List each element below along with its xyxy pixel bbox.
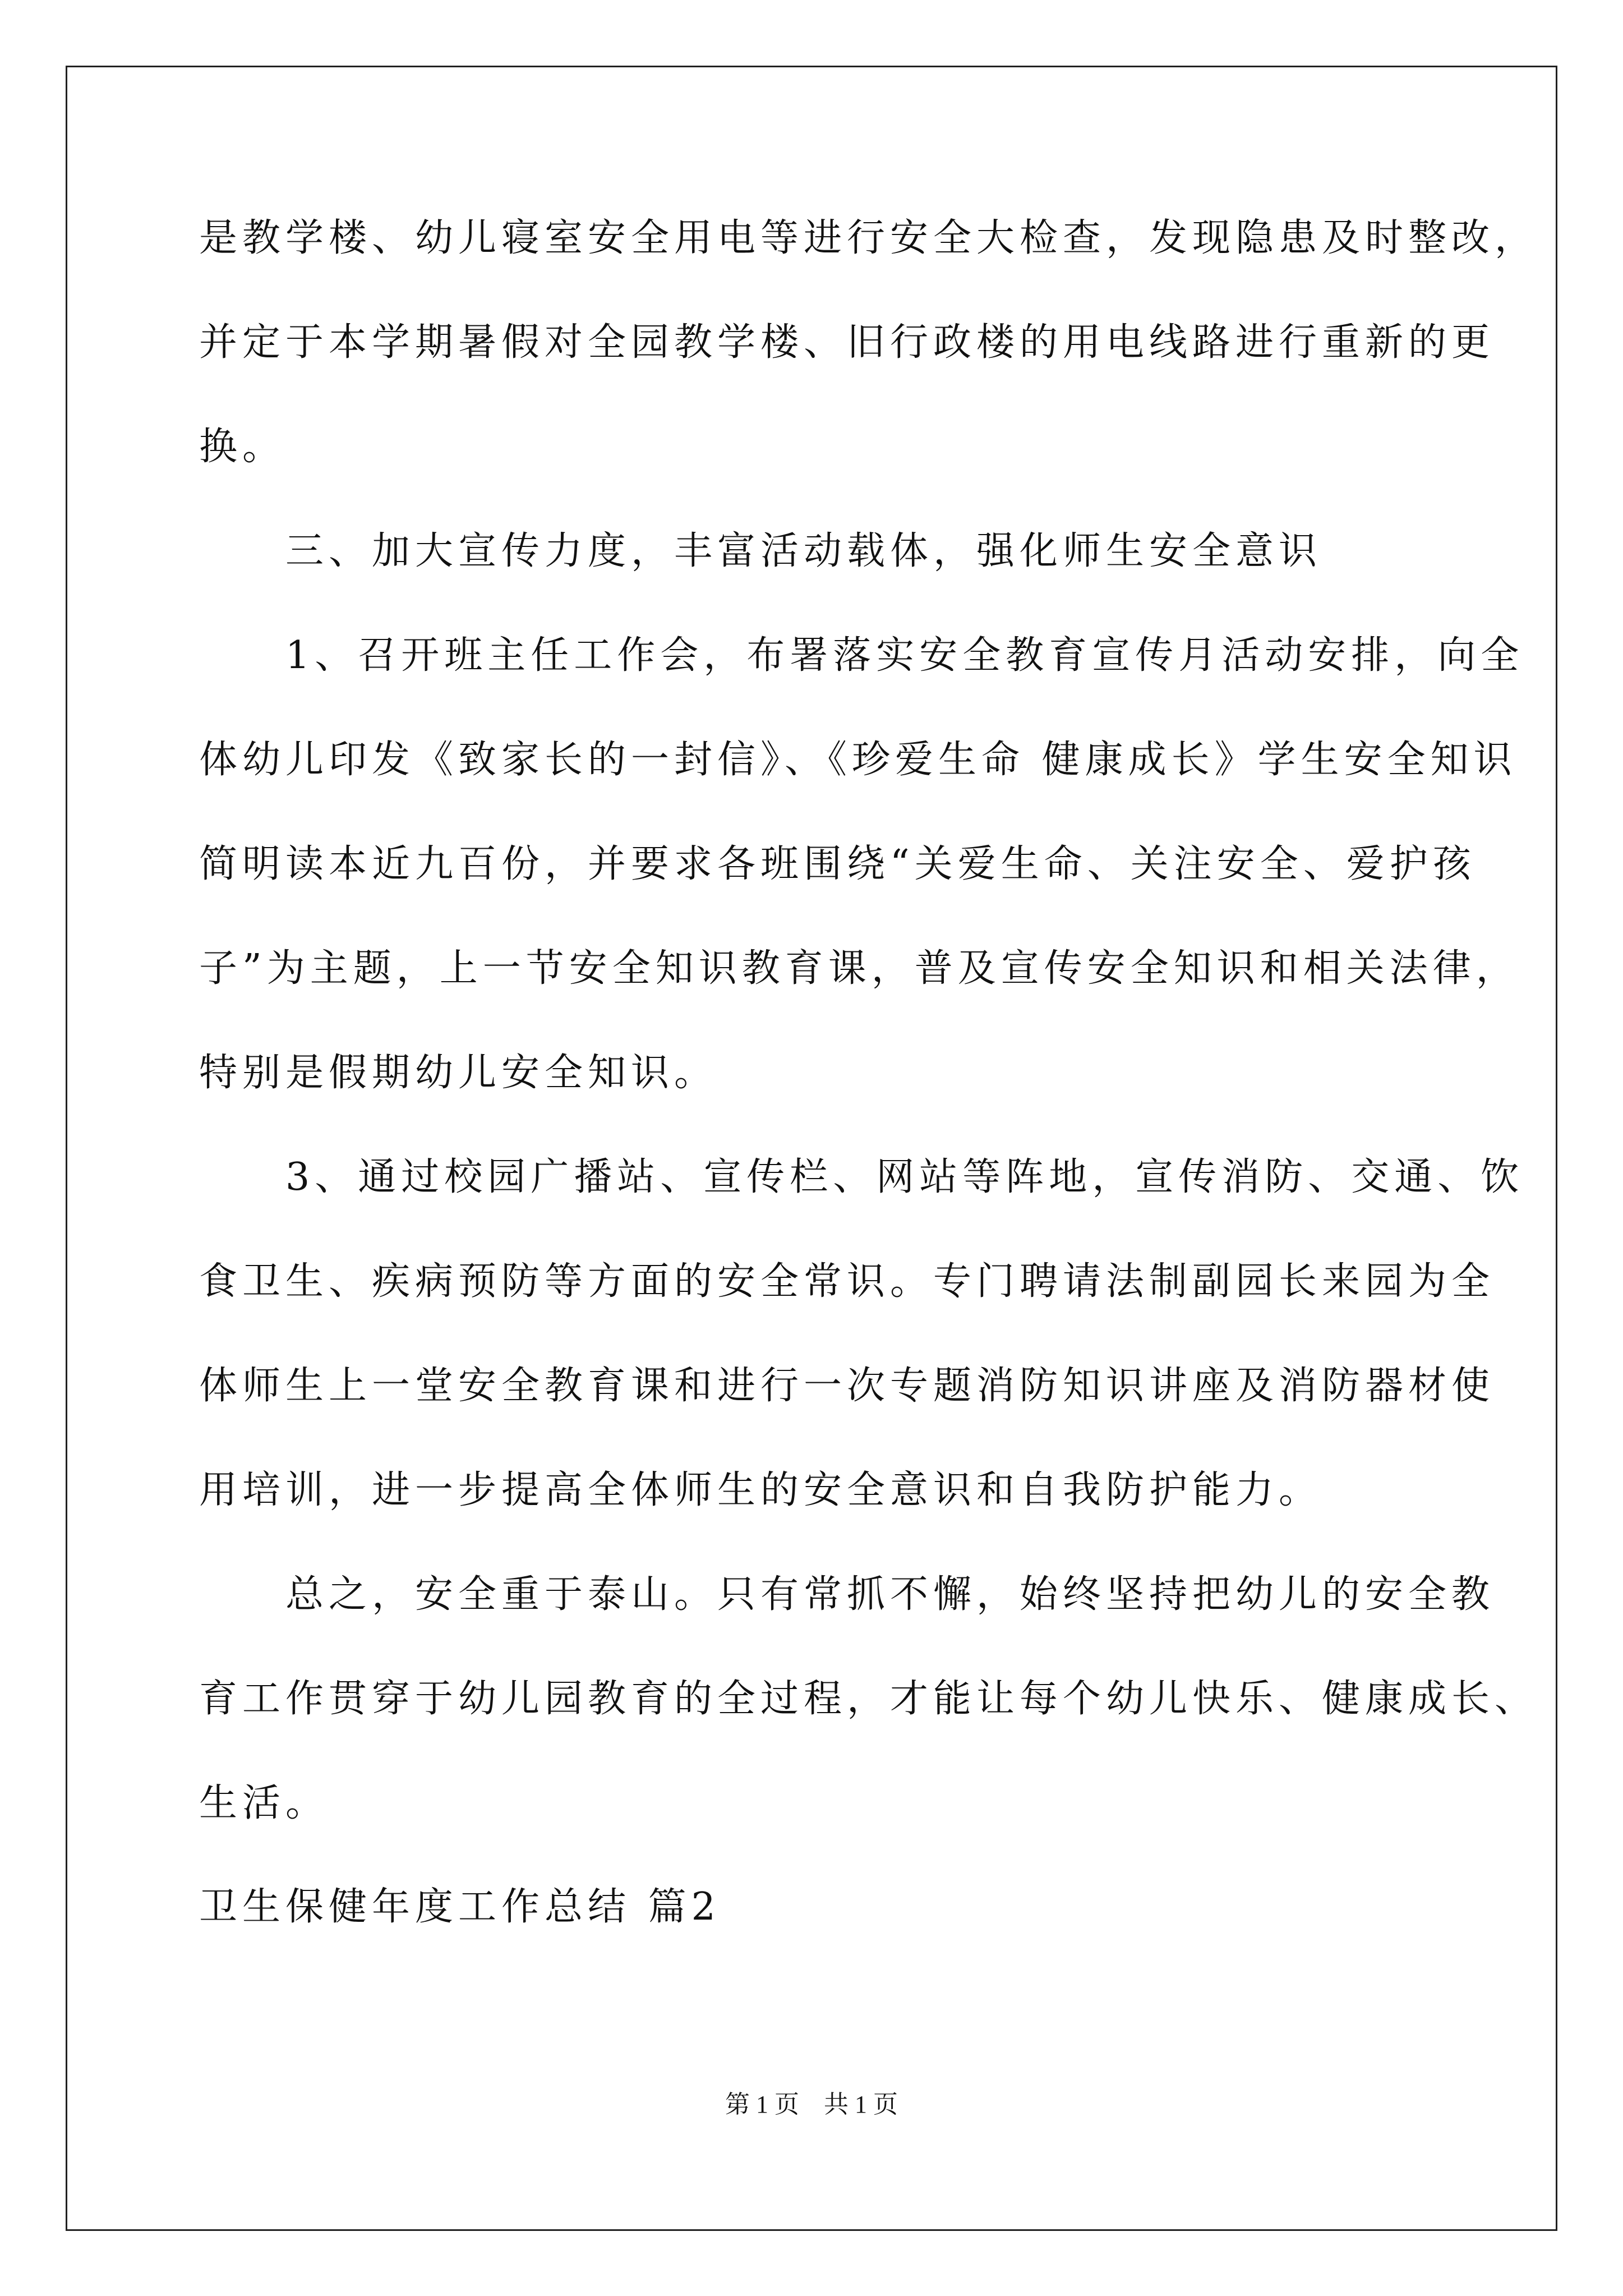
text-line: 总之，安全重于泰山。只有常抓不懈，始终坚持把幼儿的安全教: [199, 1572, 1495, 1617]
text-line: 育工作贯穿于幼儿园教育的全过程，才能让每个幼儿快乐、健康成长、: [199, 1677, 1538, 1721]
text-line: 换。: [199, 425, 286, 469]
text-line: 子”为主题，上一节安全知识教育课，普及宣传安全知识和相关法律，: [199, 946, 1519, 991]
text-line: 体幼儿印发《致家长的一封信》、《珍爱生命 健康成长》学生安全知识: [199, 738, 1517, 782]
text-line: 食卫生、疾病预防等方面的安全常识。专门聘请法制副园长来园为全: [199, 1259, 1495, 1304]
text-line: 3、通过校园广播站、宣传栏、网站等阵地，宣传消防、交通、饮: [199, 1155, 1524, 1199]
document-subtitle: 卫生保健年度工作总结 篇2: [199, 1885, 721, 1929]
text-line: 1、召开班主任工作会，布署落实安全教育宣传月活动安排，向全: [199, 633, 1524, 678]
text-line: 是教学楼、幼儿寝室安全用电等进行安全大检查，发现隐患及时整改，: [199, 216, 1538, 260]
text-line: 并定于本学期暑假对全园教学楼、旧行政楼的用电线路进行重新的更: [199, 320, 1495, 365]
text-line: 用培训，进一步提高全体师生的安全意识和自我防护能力。: [199, 1468, 1322, 1512]
text-line: 体师生上一堂安全教育课和进行一次专题消防知识讲座及消防器材使: [199, 1364, 1495, 1408]
text-line: 生活。: [199, 1781, 329, 1825]
text-line: 特别是假期幼儿安全知识。: [199, 1051, 718, 1095]
text-line: 简明读本近九百份，并要求各班围绕“关爱生命、关注安全、爱护孩: [199, 842, 1476, 886]
page-footer: 第 1 页 共 1 页: [725, 2091, 898, 2118]
section-heading: 三、加大宣传力度，丰富活动载体，强化师生安全意识: [199, 529, 1322, 573]
